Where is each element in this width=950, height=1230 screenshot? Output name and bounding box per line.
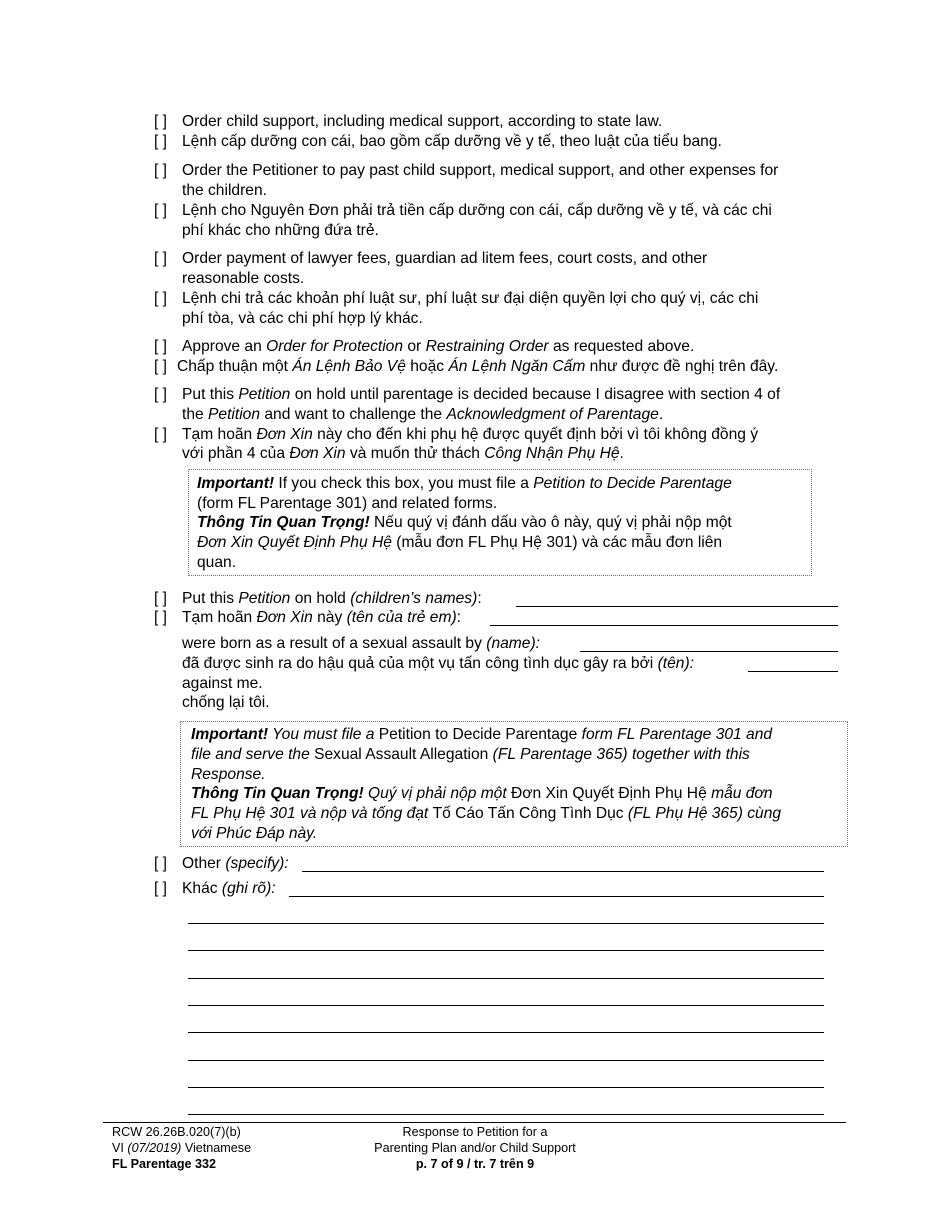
child-support-vi: Lệnh cấp dưỡng con cái, bao gồm cấp dưỡng về y tế, theo luật của tiểu bang. xyxy=(182,133,722,150)
important-2-en-1: Important! You must file a Petition to Decide Parentage form FL Parentage 301 and xyxy=(191,726,773,743)
blank-line[interactable] xyxy=(188,1114,824,1115)
blank-line[interactable] xyxy=(188,978,824,979)
important-1-vi-3: quan. xyxy=(197,554,237,571)
past-support-vi-1: Lệnh cho Nguyên Đơn phải trả tiền cấp dưỡng con cái, cấp dưỡng về y tế, và các chi xyxy=(182,202,772,219)
hold-disagree-en-2: the Petition and want to challenge the Acknowledgment of Parentage. xyxy=(182,406,664,423)
fees-vi-1: Lệnh chi trả các khoản phí luật sư, phí luật sư đại diện quyền lợi cho quý vị, các chi xyxy=(182,290,759,307)
footer-center xyxy=(325,1124,625,1172)
against-me-en: against me. xyxy=(182,675,263,692)
assault-vi: đã được sinh ra do hậu quả của một vụ tấn công tình dục gây ra bởi (tên): xyxy=(182,655,695,672)
checkbox-protection[interactable]: [ ] xyxy=(154,338,167,355)
important-1-en-1: Important! If you check this box, you must file a Petition to Decide Parentage xyxy=(197,475,732,492)
checkbox-past-support-vi[interactable]: [ ] xyxy=(154,202,167,219)
blank-line[interactable] xyxy=(188,923,824,924)
child-support-en: Order child support, including medical support, according to state law. xyxy=(182,113,663,130)
past-support-en-2: the children. xyxy=(182,182,267,199)
hold-assault-vi-1: Tạm hoãn Đơn Xin này (tên của trẻ em): xyxy=(182,609,461,626)
footer-title-1: Response to Petition for a xyxy=(402,1125,548,1139)
footer-left xyxy=(112,1124,251,1172)
children-names-field[interactable] xyxy=(516,606,838,607)
important-1-vi-2: Đơn Xin Quyết Định Phụ Hệ (mẫu đơn FL Phụ Hệ 301) và các mẫu đơn liên xyxy=(197,534,723,551)
blank-line[interactable] xyxy=(188,950,824,951)
fees-en-1: Order payment of lawyer fees, guardian ad litem fees, court costs, and other xyxy=(182,250,708,267)
footer-page: p. 7 of 9 / tr. 7 trên 9 xyxy=(415,1157,535,1171)
assailant-name-field-vi[interactable] xyxy=(748,671,838,672)
blank-line[interactable] xyxy=(188,1087,824,1088)
footer-title-2: Parenting Plan and/or Child Support xyxy=(374,1141,576,1155)
blank-line[interactable] xyxy=(188,1060,824,1061)
checkbox-other-vi[interactable]: [ ] xyxy=(154,880,167,897)
hold-assault-en-1: Put this Petition on hold (children’s names): xyxy=(182,590,482,607)
past-support-vi-2: phí khác cho những đứa trẻ. xyxy=(182,222,379,239)
important-2-vi-3: với Phúc Đáp này. xyxy=(191,825,318,842)
checkbox-hold-disagree[interactable]: [ ] xyxy=(154,386,167,403)
checkbox-protection-vi[interactable]: [ ] xyxy=(154,358,167,375)
other-specify-field[interactable] xyxy=(302,871,824,872)
checkbox-hold-disagree-vi[interactable]: [ ] xyxy=(154,426,167,443)
checkbox-other[interactable]: [ ] xyxy=(154,855,167,872)
blank-line[interactable] xyxy=(188,1005,824,1006)
checkbox-child-support-vi[interactable]: [ ] xyxy=(154,133,167,150)
hold-disagree-vi-1: Tạm hoãn Đơn Xin này cho đến khi phụ hệ được quyết định bởi vì tôi không đồng ý xyxy=(182,426,759,443)
checkbox-fees[interactable]: [ ] xyxy=(154,250,167,267)
blank-line[interactable] xyxy=(188,1032,824,1033)
against-me-vi: chống lại tôi. xyxy=(182,694,270,711)
protection-en: Approve an Order for Protection or Restraining Order as requested above. xyxy=(182,338,695,355)
other-en: Other (specify): xyxy=(182,855,289,872)
assault-en: were born as a result of a sexual assault by (name): xyxy=(182,635,540,652)
other-specify-field-vi[interactable] xyxy=(289,896,824,897)
other-vi: Khác (ghi rõ): xyxy=(182,880,276,897)
assailant-name-field[interactable] xyxy=(580,651,838,652)
important-2-en-3: Response. xyxy=(191,766,266,783)
footer-rcw: RCW 26.26B.020(7)(b) xyxy=(112,1125,241,1139)
important-1-en-2: (form FL Parentage 301) and related forms. xyxy=(197,495,498,512)
protection-vi: Chấp thuận một Án Lệnh Bảo Vệ hoặc Án Lệnh Ngăn Cấm như được đề nghị trên đây. xyxy=(177,358,779,375)
footer-divider xyxy=(103,1122,846,1123)
checkbox-hold-assault-vi[interactable]: [ ] xyxy=(154,609,167,626)
important-2-vi-2: FL Phụ Hệ 301 và nộp và tống đạt Tố Cáo Tấn Công Tình Dục (FL Phụ Hệ 365) cùng xyxy=(191,805,782,822)
checkbox-hold-assault[interactable]: [ ] xyxy=(154,590,167,607)
hold-disagree-en-1: Put this Petition on hold until parentage is decided because I disagree with section 4 of xyxy=(182,386,781,403)
children-names-field-vi[interactable] xyxy=(490,625,838,626)
fees-en-2: reasonable costs. xyxy=(182,270,305,287)
footer-form: FL Parentage 332 xyxy=(112,1157,217,1171)
checkbox-fees-vi[interactable]: [ ] xyxy=(154,290,167,307)
fees-vi-2: phí tòa, và các chi phí hợp lý khác. xyxy=(182,310,423,327)
important-2-en-2: file and serve the Sexual Assault Allegation (FL Parentage 365) together with this xyxy=(191,746,750,763)
checkbox-child-support[interactable]: [ ] xyxy=(154,113,167,130)
important-2-vi-1: Thông Tin Quan Trọng! Quý vị phải nộp một Đơn Xin Quyết Định Phụ Hệ mẫu đơn xyxy=(191,785,773,802)
past-support-en-1: Order the Petitioner to pay past child support, medical support, and other expenses for xyxy=(182,162,779,179)
footer-version: VI (07/2019) Vietnamese xyxy=(112,1141,252,1155)
important-1-vi-1: Thông Tin Quan Trọng! Nếu quý vị đánh dấu vào ô này, quý vị phải nộp một xyxy=(197,514,732,531)
hold-disagree-vi-2: với phần 4 của Đơn Xin và muốn thử thách Công Nhận Phụ Hệ. xyxy=(182,445,624,462)
checkbox-past-support[interactable]: [ ] xyxy=(154,162,167,179)
